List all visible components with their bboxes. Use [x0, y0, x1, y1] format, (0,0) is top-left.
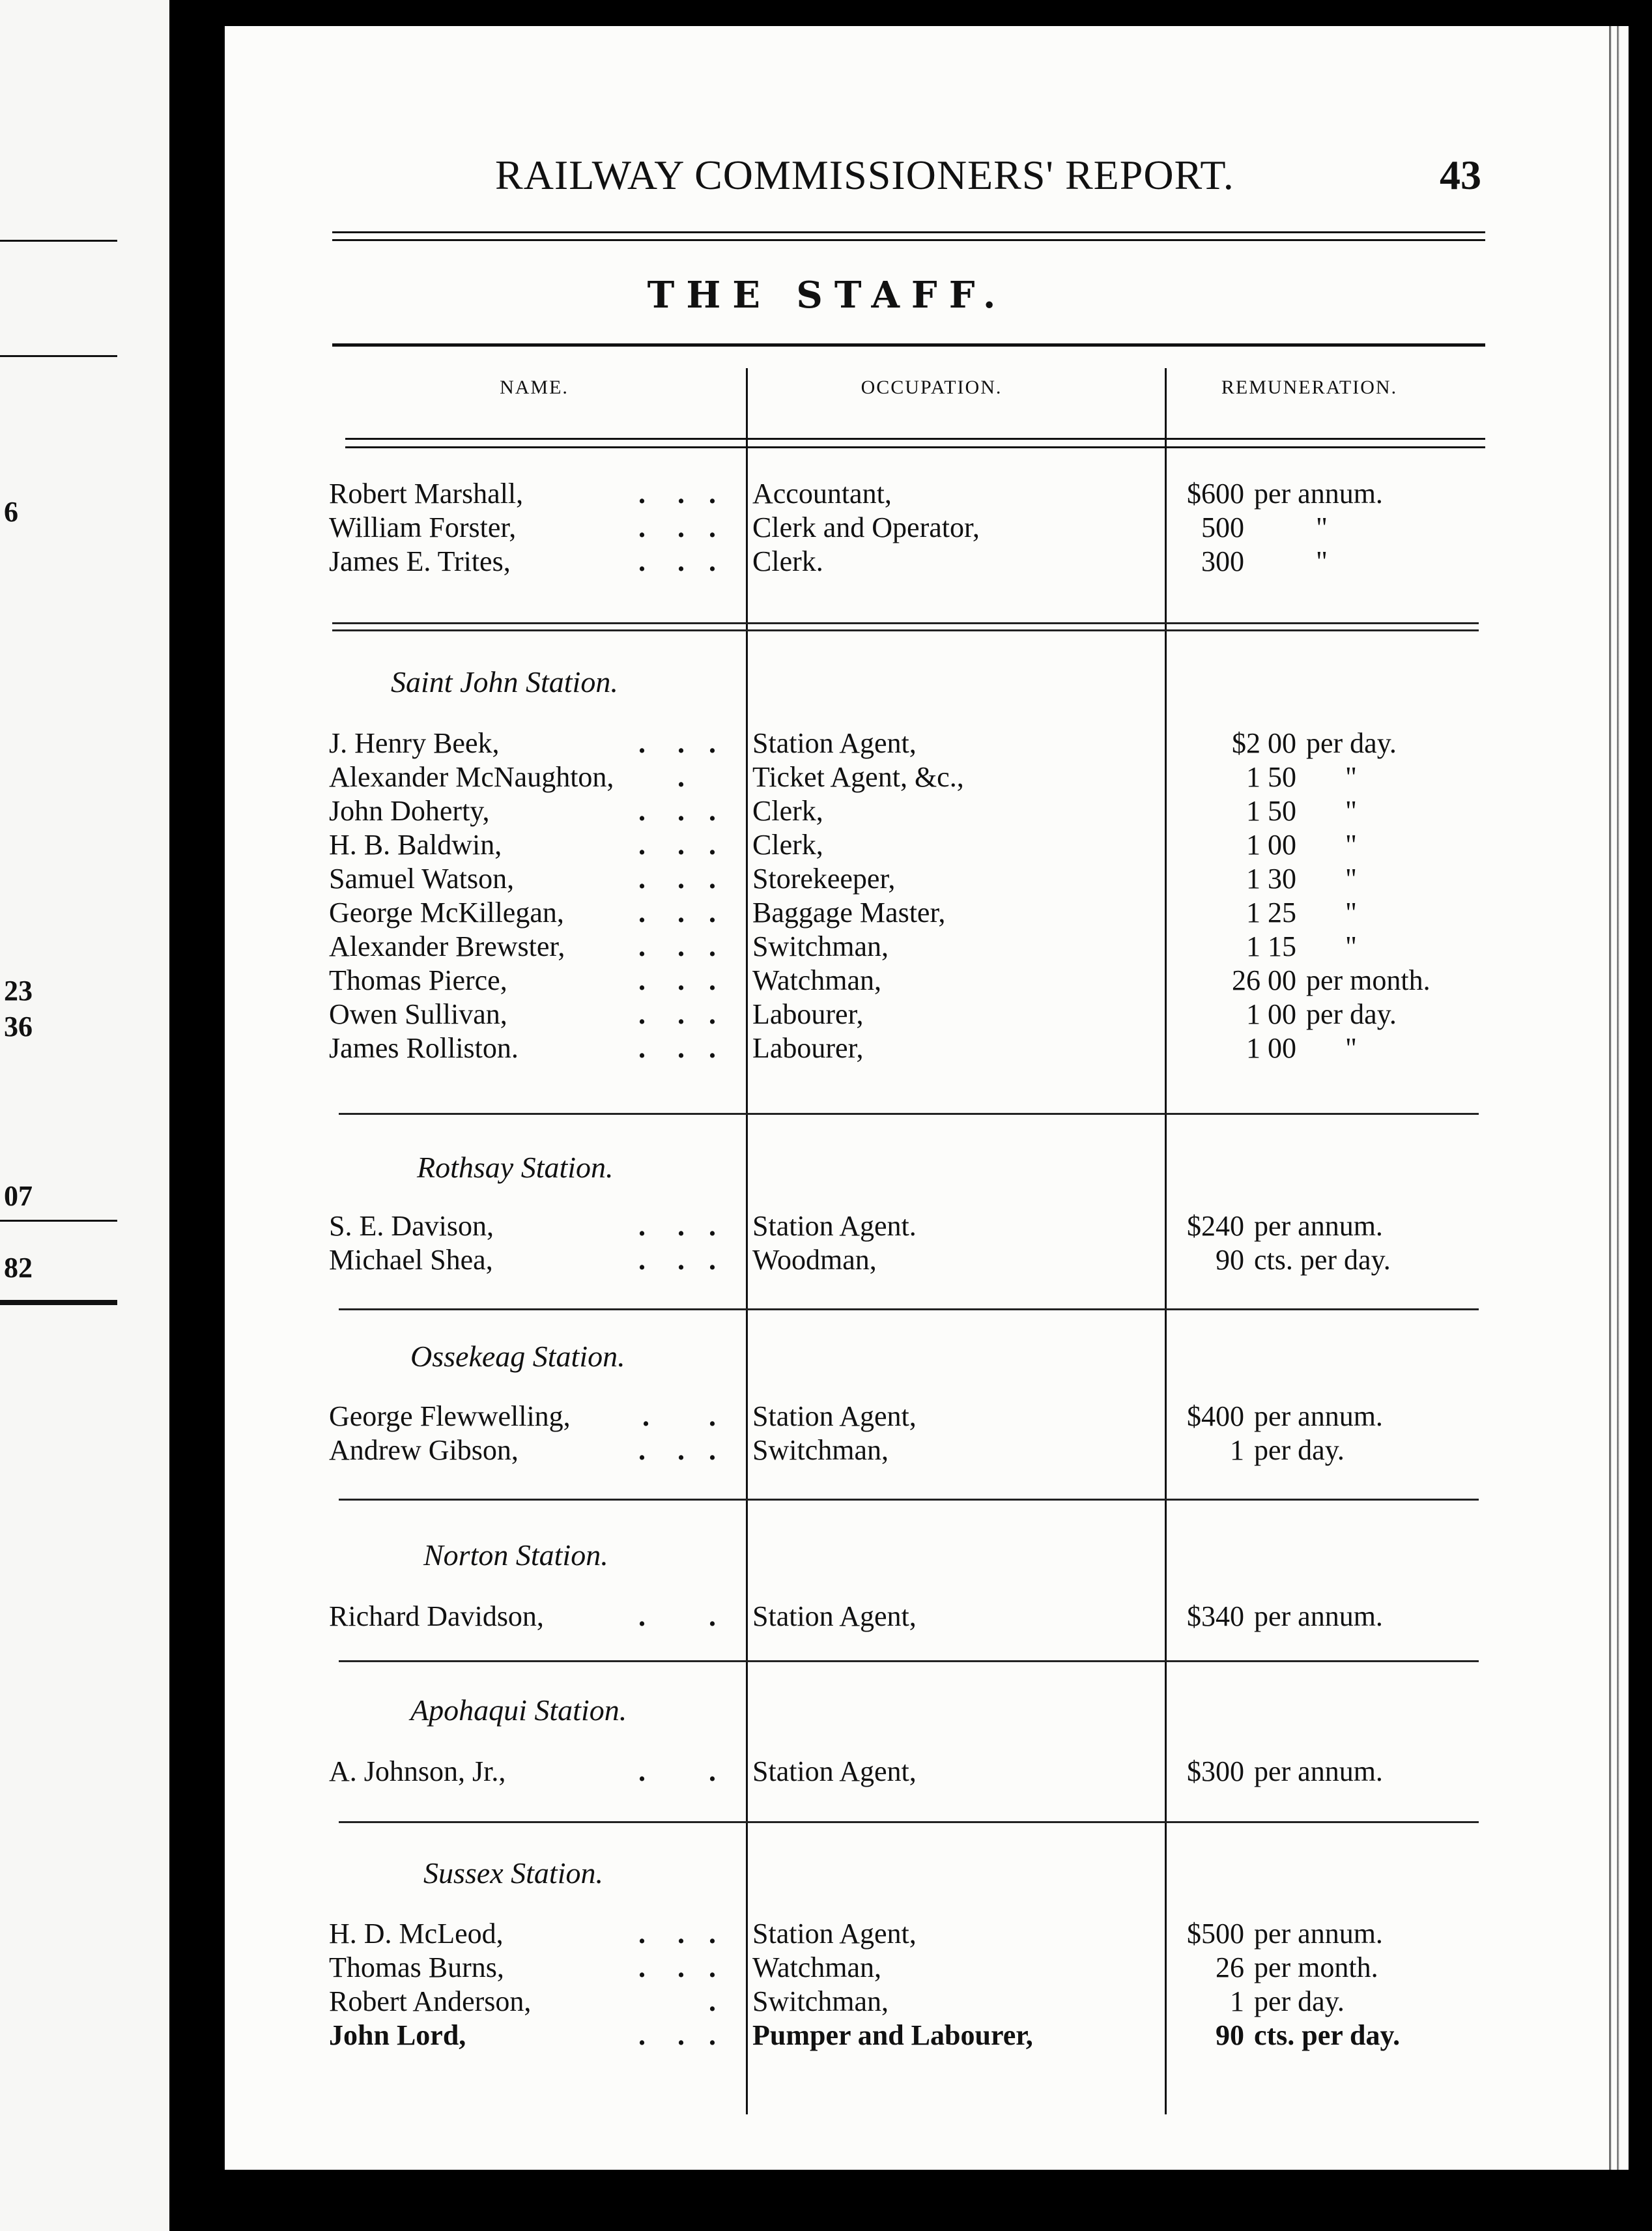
- header-rule: [332, 231, 1485, 233]
- staff-occupation: Woodman,: [752, 1244, 877, 1276]
- staff-occupation: Labourer,: [752, 998, 864, 1030]
- staff-unit: per annum.: [1254, 1918, 1383, 1950]
- staff-amount: $340: [1187, 1600, 1244, 1632]
- table-row: Owen Sullivan, . . . Labourer, 1 00 per day.: [329, 998, 1397, 1030]
- table-row: James E. Trites, . . . Clerk. 300 ": [329, 545, 1328, 577]
- header-rule: [332, 239, 1485, 241]
- table-row: H. B. Baldwin, . . . Clerk, 1 00 ": [329, 829, 1357, 861]
- staff-name: George McKillegan,: [329, 897, 564, 928]
- section-heading: Apohaqui Station.: [410, 1693, 627, 1727]
- section-heading: Saint John Station.: [391, 665, 618, 698]
- staff-name: Robert Anderson,: [329, 1985, 532, 2017]
- staff-occupation: Labourer,: [752, 1032, 864, 1064]
- column-header-rule: [345, 446, 1485, 448]
- staff-unit: ": [1345, 930, 1357, 962]
- staff-name: James E. Trites,: [329, 545, 511, 577]
- staff-occupation: Watchman,: [752, 964, 882, 996]
- staff-amount: 26 00: [1232, 964, 1296, 996]
- table-row: Andrew Gibson, . . . Switchman, 1 per day.: [329, 1434, 1345, 1466]
- table-row: George Flewwelling, . . Station Agent, $400 per annum.: [329, 1400, 1383, 1432]
- staff-name: John Doherty,: [329, 795, 490, 827]
- table-row: S. E. Davison, . . . Station Agent. $240 per annum.: [329, 1210, 1383, 1242]
- staff-amount: 90: [1216, 1244, 1244, 1276]
- section-separator: [339, 1821, 1479, 1823]
- staff-unit: per day.: [1306, 998, 1397, 1030]
- staff-name: J. Henry Beek,: [329, 727, 500, 759]
- left-page-number: 07: [4, 1180, 33, 1212]
- table-row: George McKillegan, . . . Baggage Master, 1 25 ": [329, 897, 1357, 928]
- staff-occupation: Storekeeper,: [752, 863, 896, 895]
- section-separator: [339, 1113, 1479, 1115]
- staff-name: William Forster,: [329, 511, 517, 543]
- table-row: Alexander McNaughton, . Ticket Agent, &c., 1 50 ": [329, 761, 1357, 793]
- staff-amount: $500: [1187, 1918, 1244, 1950]
- report-page: [225, 26, 1619, 2170]
- section-separator: [339, 1660, 1479, 1662]
- left-page-number: 23: [4, 975, 33, 1007]
- staff-occupation: Station Agent.: [752, 1210, 917, 1242]
- table-row: Samuel Watson, . . . Storekeeper, 1 30 ": [329, 863, 1357, 895]
- section-separator: [339, 1308, 1479, 1310]
- table-row: Michael Shea, . . . Woodman, 90 cts. per day.: [329, 1244, 1391, 1276]
- staff-amount: 1 00: [1246, 1032, 1296, 1064]
- section-heading: Norton Station.: [423, 1538, 608, 1572]
- column-header-rule: [345, 438, 1485, 440]
- running-head: RAILWAY COMMISSIONERS' REPORT.: [495, 152, 1234, 198]
- left-page-number: 82: [4, 1252, 33, 1284]
- staff-unit: per day.: [1306, 727, 1397, 759]
- staff-unit: cts. per day.: [1254, 2019, 1401, 2051]
- left-page-fragment: [0, 0, 169, 2231]
- table-title: THE STAFF.: [647, 274, 1008, 317]
- staff-amount: $300: [1187, 1755, 1244, 1787]
- staff-occupation: Accountant,: [752, 478, 892, 510]
- staff-unit: per annum.: [1254, 1400, 1383, 1432]
- staff-amount: $400: [1187, 1400, 1244, 1432]
- section-separator: [339, 1499, 1479, 1501]
- staff-name: A. Johnson, Jr.,: [329, 1755, 506, 1787]
- staff-unit: ": [1345, 863, 1357, 895]
- staff-amount: 300: [1201, 545, 1244, 577]
- staff-occupation: Ticket Agent, &c.,: [752, 761, 964, 793]
- column-header-remuneration: REMUNERATION.: [1221, 377, 1398, 398]
- staff-name: Samuel Watson,: [329, 863, 515, 895]
- table-row: John Doherty, . . . Clerk, 1 50 ": [329, 795, 1357, 827]
- table-row: Robert Marshall, . . . Accountant, $600 per annum.: [329, 478, 1383, 510]
- staff-name: Richard Davidson,: [329, 1600, 544, 1632]
- staff-occupation: Clerk.: [752, 545, 823, 577]
- staff-amount: 1: [1230, 1434, 1244, 1466]
- column-header-name: NAME.: [500, 377, 569, 398]
- staff-occupation: Switchman,: [752, 930, 889, 962]
- section-separator: [332, 629, 1479, 631]
- staff-amount: $600: [1187, 478, 1244, 510]
- left-page-rule: [0, 240, 117, 242]
- staff-name: Andrew Gibson,: [329, 1434, 519, 1466]
- staff-occupation: Watchman,: [752, 1951, 882, 1983]
- section-separator: [332, 622, 1479, 624]
- staff-amount: 1 00: [1246, 998, 1296, 1030]
- staff-occupation: Clerk and Operator,: [752, 511, 980, 543]
- section-heading: Sussex Station.: [423, 1856, 603, 1890]
- staff-unit: ": [1345, 795, 1357, 827]
- staff-amount: 1 15: [1246, 930, 1296, 962]
- staff-occupation: Station Agent,: [752, 1918, 917, 1950]
- staff-unit: ": [1345, 897, 1357, 928]
- staff-name: H. D. McLeod,: [329, 1918, 504, 1950]
- table-row: Richard Davidson, . . Station Agent, $340 per annum.: [329, 1600, 1383, 1632]
- staff-amount: $240: [1187, 1210, 1244, 1242]
- staff-occupation: Station Agent,: [752, 1400, 917, 1432]
- table-row: James Rolliston. . . . Labourer, 1 00 ": [329, 1032, 1357, 1064]
- staff-amount: 1 30: [1246, 863, 1296, 895]
- staff-unit: ": [1316, 511, 1328, 543]
- staff-occupation: Clerk,: [752, 795, 823, 827]
- staff-name: George Flewwelling,: [329, 1400, 571, 1432]
- title-rule: [332, 343, 1485, 347]
- staff-unit: per month.: [1254, 1951, 1378, 1983]
- staff-occupation: Clerk,: [752, 829, 823, 861]
- left-page-number: 36: [4, 1011, 33, 1043]
- staff-occupation: Station Agent,: [752, 1600, 917, 1632]
- staff-occupation: Station Agent,: [752, 1755, 917, 1787]
- table-row: Thomas Pierce, . . . Watchman, 26 00 per month.: [329, 964, 1431, 996]
- page-number: 43: [1440, 152, 1481, 198]
- staff-name: Alexander Brewster,: [329, 930, 565, 962]
- staff-name: Michael Shea,: [329, 1244, 493, 1276]
- staff-amount: 26: [1216, 1951, 1244, 1983]
- staff-amount: 1 00: [1246, 829, 1296, 861]
- staff-amount: 1 50: [1246, 761, 1296, 793]
- page-edge: [1589, 26, 1629, 2170]
- staff-occupation: Baggage Master,: [752, 897, 946, 928]
- table-row: A. Johnson, Jr., . . Station Agent, $300 per annum.: [329, 1755, 1383, 1787]
- staff-amount: 1 25: [1246, 897, 1296, 928]
- staff-amount: 90: [1216, 2019, 1244, 2051]
- staff-unit: per annum.: [1254, 1600, 1383, 1632]
- staff-occupation: Switchman,: [752, 1434, 889, 1466]
- staff-name: John Lord,: [329, 2019, 466, 2051]
- staff-name: S. E. Davison,: [329, 1210, 494, 1242]
- staff-unit: per annum.: [1254, 478, 1383, 510]
- staff-name: Thomas Burns,: [329, 1951, 504, 1983]
- staff-unit: cts. per day.: [1254, 1244, 1391, 1276]
- staff-unit: per month.: [1306, 964, 1431, 996]
- staff-unit: per annum.: [1254, 1210, 1383, 1242]
- table-row: William Forster, . . . Clerk and Operator, 500 ": [329, 511, 1328, 543]
- staff-unit: ": [1345, 1032, 1357, 1064]
- staff-occupation: Switchman,: [752, 1985, 889, 2017]
- staff-unit: per day.: [1254, 1434, 1345, 1466]
- staff-name: H. B. Baldwin,: [329, 829, 502, 861]
- staff-unit: per annum.: [1254, 1755, 1383, 1787]
- staff-name: Thomas Pierce,: [329, 964, 507, 996]
- section-heading: Rothsay Station.: [417, 1151, 614, 1184]
- table-row: John Lord, . . . Pumper and Labourer, 90 cts. per day.: [329, 2019, 1401, 2051]
- staff-unit: ": [1345, 761, 1357, 793]
- left-page-rule: [0, 355, 117, 357]
- left-page-number: 6: [4, 496, 18, 528]
- staff-unit: per day.: [1254, 1985, 1345, 2017]
- staff-name: Robert Marshall,: [329, 478, 524, 510]
- table-row: H. D. McLeod, . . . Station Agent, $500 per annum.: [329, 1918, 1383, 1950]
- staff-name: James Rolliston.: [329, 1032, 519, 1064]
- staff-unit: ": [1345, 829, 1357, 861]
- staff-amount: 500: [1201, 511, 1244, 543]
- staff-name: Alexander McNaughton,: [329, 761, 614, 793]
- staff-occupation: Pumper and Labourer,: [752, 2019, 1033, 2051]
- staff-unit: ": [1316, 545, 1328, 577]
- staff-amount: $2 00: [1232, 727, 1296, 759]
- table-row: J. Henry Beek, . . . Station Agent, $2 00 per day.: [329, 727, 1397, 759]
- section-heading: Ossekeag Station.: [410, 1340, 625, 1373]
- column-header-occupation: OCCUPATION.: [861, 377, 1003, 398]
- staff-amount: 1: [1230, 1985, 1244, 2017]
- staff-name: Owen Sullivan,: [329, 998, 507, 1030]
- staff-occupation: Station Agent,: [752, 727, 917, 759]
- left-page-rule: [0, 1300, 117, 1305]
- staff-amount: 1 50: [1246, 795, 1296, 827]
- table-row: Robert Anderson, . Switchman, 1 per day.: [329, 1985, 1345, 2017]
- table-row: Thomas Burns, . . . Watchman, 26 per month.: [329, 1951, 1378, 1983]
- table-row: Alexander Brewster, . . . Switchman, 1 15 ": [329, 930, 1357, 962]
